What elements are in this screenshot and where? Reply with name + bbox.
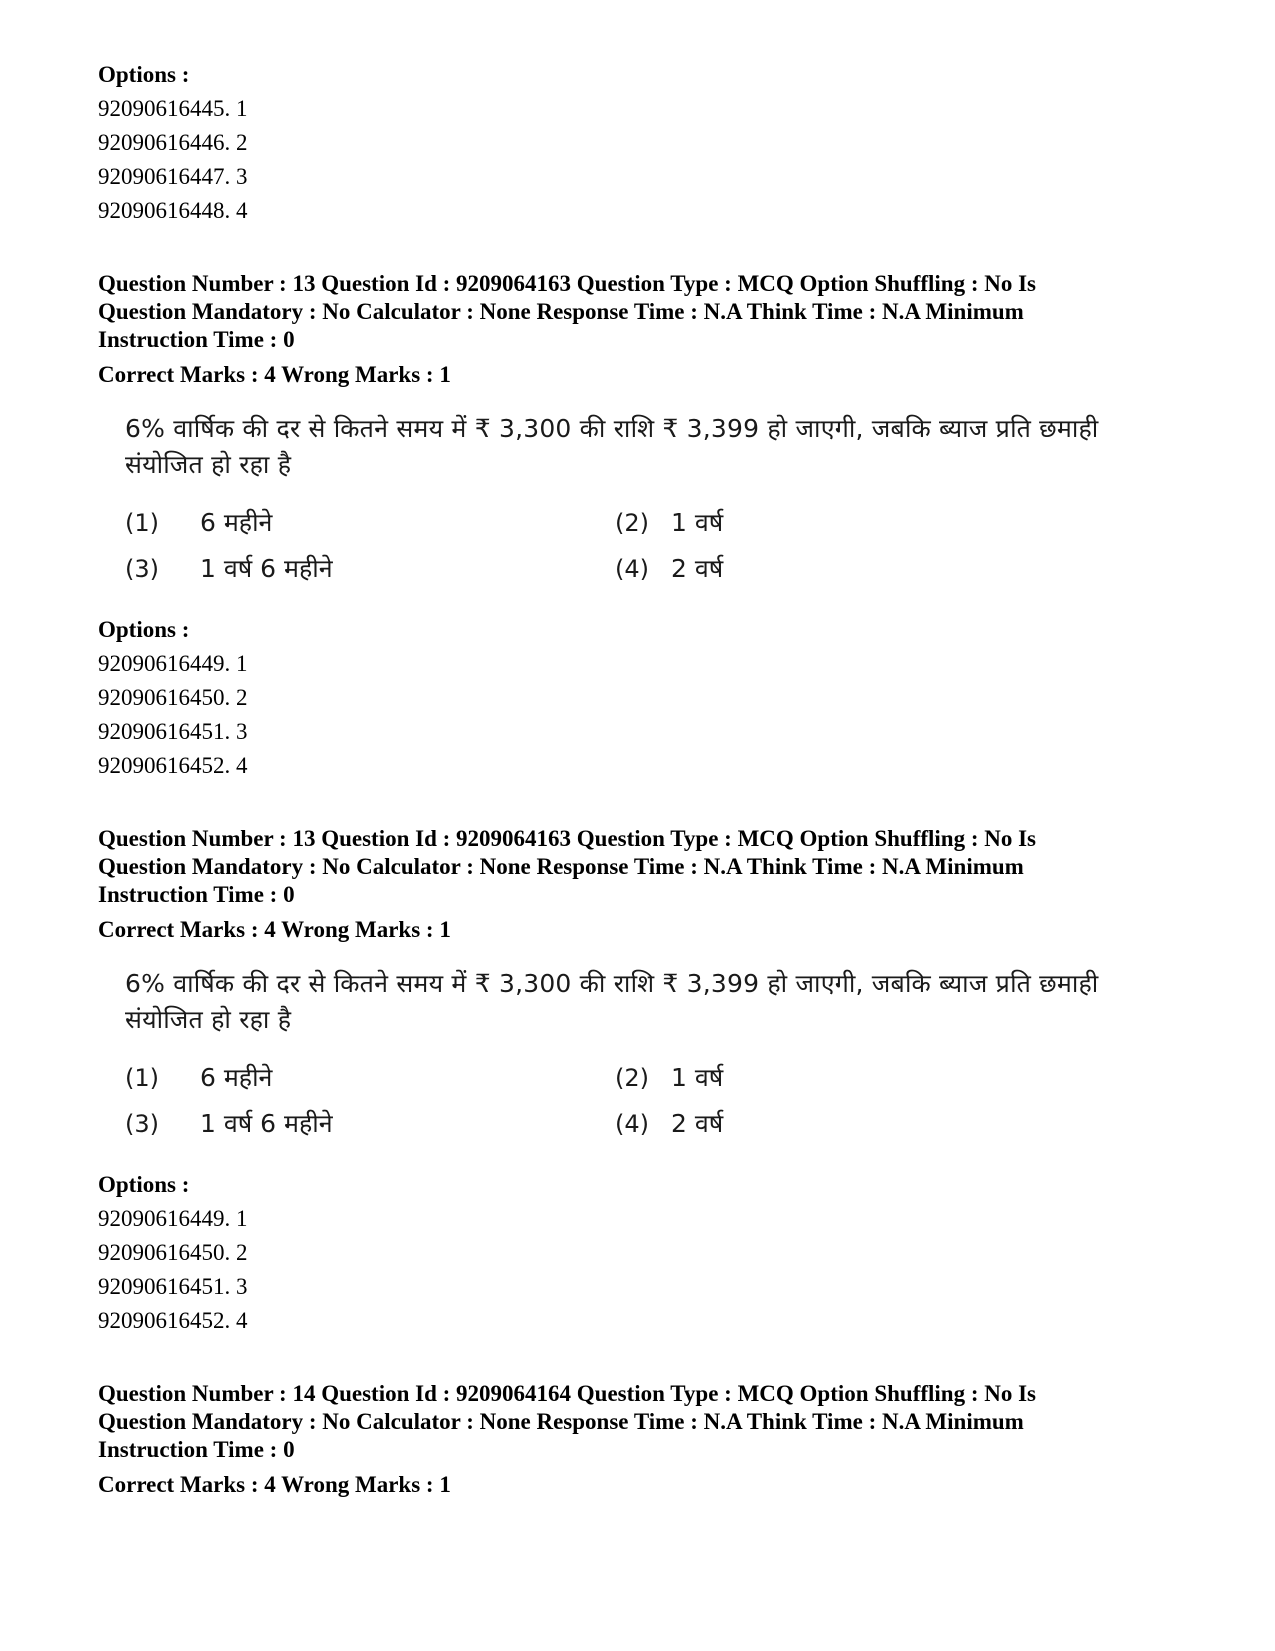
- top-options-block: [98, 58, 1178, 228]
- choice-4: [615, 551, 1015, 587]
- question-meta: Question Number : 14 Question Id : 9209064164 Question Type : MCQ Option Shuffling : No Is Question Mandatory : No Calculator : None Response Time : N.A Think Time : N.A Minimum Instruction Time : 0: [98, 1381, 1037, 1462]
- question-block-14: [98, 1380, 1178, 1499]
- option-item: 92090616451. 3: [98, 719, 248, 744]
- question-text: 6% वार्षिक की दर से कितने समय में ₹ 3,300 की राशि ₹ 3,399 हो जाएगी, जबकि ब्याज प्रति छमाही संयोजित हो रहा है: [125, 969, 1099, 1034]
- choice-number: (1): [125, 1064, 159, 1092]
- option-item: 92090616447. 3: [98, 164, 248, 189]
- question-meta: Question Number : 13 Question Id : 9209064163 Question Type : MCQ Option Shuffling : No Is Question Mandatory : No Calculator : None Response Time : N.A Think Time : N.A Minimum Instruction Time : 0: [98, 271, 1037, 352]
- choice-label: 1 वर्ष 6 महीने: [200, 554, 333, 583]
- question-content: [125, 966, 1145, 1142]
- choice-label: 2 वर्ष: [671, 1109, 724, 1138]
- option-item: 92090616452. 4: [98, 1308, 248, 1333]
- choice-2: [615, 1060, 1015, 1096]
- options-block: [98, 613, 1178, 783]
- choice-1: [125, 505, 615, 541]
- option-item: 92090616451. 3: [98, 1274, 248, 1299]
- answer-choices: [125, 1060, 1145, 1142]
- option-item: 92090616450. 2: [98, 1240, 248, 1265]
- options-title: Options :: [98, 62, 190, 87]
- question-text: 6% वार्षिक की दर से कितने समय में ₹ 3,300 की राशि ₹ 3,399 हो जाएगी, जबकि ब्याज प्रति छमाही संयोजित हो रहा है: [125, 414, 1099, 479]
- question-block-13-b: [98, 825, 1178, 1338]
- question-block-13-a: [98, 270, 1178, 783]
- question-marks: Correct Marks : 4 Wrong Marks : 1: [98, 1472, 451, 1497]
- answer-choices: [125, 505, 1145, 587]
- question-marks: Correct Marks : 4 Wrong Marks : 1: [98, 362, 451, 387]
- option-item: 92090616445. 1: [98, 96, 248, 121]
- choice-number: (1): [125, 509, 159, 537]
- option-item: 92090616449. 1: [98, 651, 248, 676]
- choice-label: 1 वर्ष 6 महीने: [200, 1109, 333, 1138]
- choice-number: (2): [615, 509, 649, 537]
- question-marks: Correct Marks : 4 Wrong Marks : 1: [98, 917, 451, 942]
- document-page: [98, 58, 1178, 1499]
- choice-number: (4): [615, 1110, 649, 1138]
- choice-number: (3): [125, 1110, 159, 1138]
- choice-label: 2 वर्ष: [671, 554, 724, 583]
- choice-4: [615, 1106, 1015, 1142]
- choice-3: [125, 1106, 615, 1142]
- option-item: 92090616449. 1: [98, 1206, 248, 1231]
- choice-label: 1 वर्ष: [671, 508, 724, 537]
- option-item: 92090616448. 4: [98, 198, 248, 223]
- options-title: Options :: [98, 1172, 190, 1197]
- choice-number: (3): [125, 555, 159, 583]
- choice-label: 6 महीने: [200, 1063, 273, 1092]
- option-item: 92090616450. 2: [98, 685, 248, 710]
- options-block: [98, 1168, 1178, 1338]
- options-title: Options :: [98, 617, 190, 642]
- choice-1: [125, 1060, 615, 1096]
- option-item: 92090616446. 2: [98, 130, 248, 155]
- option-item: 92090616452. 4: [98, 753, 248, 778]
- question-meta: Question Number : 13 Question Id : 9209064163 Question Type : MCQ Option Shuffling : No Is Question Mandatory : No Calculator : None Response Time : N.A Think Time : N.A Minimum Instruction Time : 0: [98, 826, 1037, 907]
- choice-number: (4): [615, 555, 649, 583]
- question-content: [125, 411, 1145, 587]
- choice-label: 1 वर्ष: [671, 1063, 724, 1092]
- choice-2: [615, 505, 1015, 541]
- choice-number: (2): [615, 1064, 649, 1092]
- choice-label: 6 महीने: [200, 508, 273, 537]
- choice-3: [125, 551, 615, 587]
